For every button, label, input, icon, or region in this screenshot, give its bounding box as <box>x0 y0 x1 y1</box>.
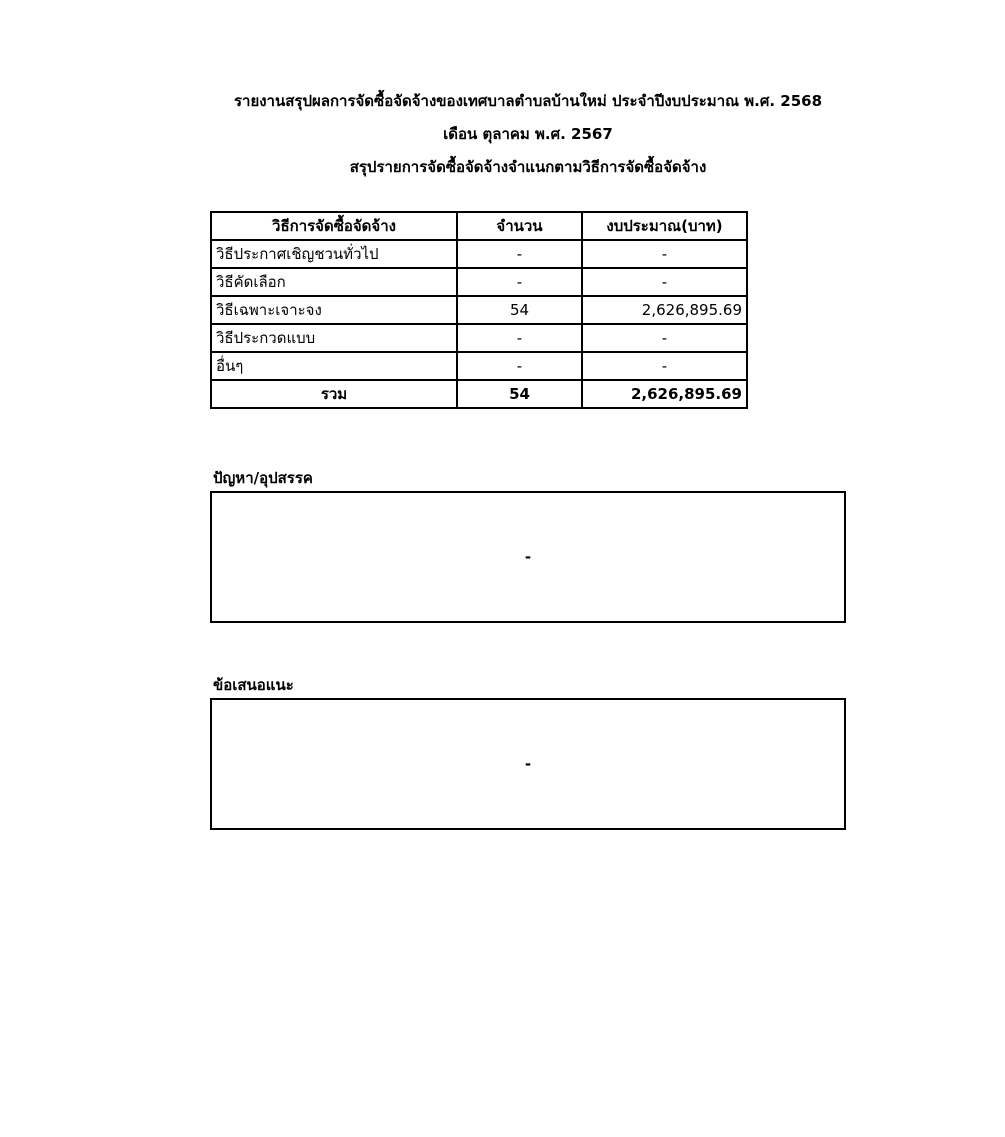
table-row <box>211 352 747 380</box>
header-count: จำนวน <box>457 212 582 240</box>
header-method: วิธีการจัดซื้อจัดจ้าง <box>211 212 457 240</box>
count-cell: - <box>457 324 582 352</box>
total-budget: 2,626,895.69 <box>582 380 747 408</box>
table-row <box>211 268 747 296</box>
method-cell: อื่นๆ <box>211 352 457 380</box>
problems-box <box>210 491 846 623</box>
count-cell: - <box>457 268 582 296</box>
budget-cell: - <box>582 352 747 380</box>
budget-cell: - <box>582 268 747 296</box>
method-cell: วิธีเฉพาะเจาะจง <box>211 296 457 324</box>
budget-cell: 2,626,895.69 <box>582 296 747 324</box>
suggestions-heading: ข้อเสนอแนะ <box>213 676 294 694</box>
budget-cell: - <box>582 324 747 352</box>
count-cell: - <box>457 352 582 380</box>
report-title: รายงานสรุปผลการจัดซื้อจัดจ้างของเทศบาลตำบลบ้านใหม่ ประจำปีงบประมาณ พ.ศ. 2568 <box>233 92 823 110</box>
total-count: 54 <box>457 380 582 408</box>
count-cell: - <box>457 240 582 268</box>
table-row <box>211 296 747 324</box>
table-header-row <box>211 212 747 240</box>
method-cell: วิธีประกาศเชิญชวนทั่วไป <box>211 240 457 268</box>
budget-cell: - <box>582 240 747 268</box>
table-row <box>211 324 747 352</box>
report-month: เดือน ตุลาคม พ.ศ. 2567 <box>443 125 613 143</box>
table-row <box>211 240 747 268</box>
count-cell: 54 <box>457 296 582 324</box>
procurement-summary-table <box>210 211 748 409</box>
problems-heading: ปัญหา/อุปสรรค <box>213 469 313 487</box>
header-budget: งบประมาณ(บาท) <box>582 212 747 240</box>
problems-content: - <box>524 548 532 566</box>
method-cell: วิธีคัดเลือก <box>211 268 457 296</box>
suggestions-box <box>210 698 846 830</box>
total-row <box>211 380 747 408</box>
method-cell: วิธีประกวดแบบ <box>211 324 457 352</box>
suggestions-content: - <box>524 755 532 773</box>
report-subtitle: สรุปรายการจัดซื้อจัดจ้างจำแนกตามวิธีการจัดซื้อจัดจ้าง <box>349 158 707 176</box>
total-label: รวม <box>211 380 457 408</box>
